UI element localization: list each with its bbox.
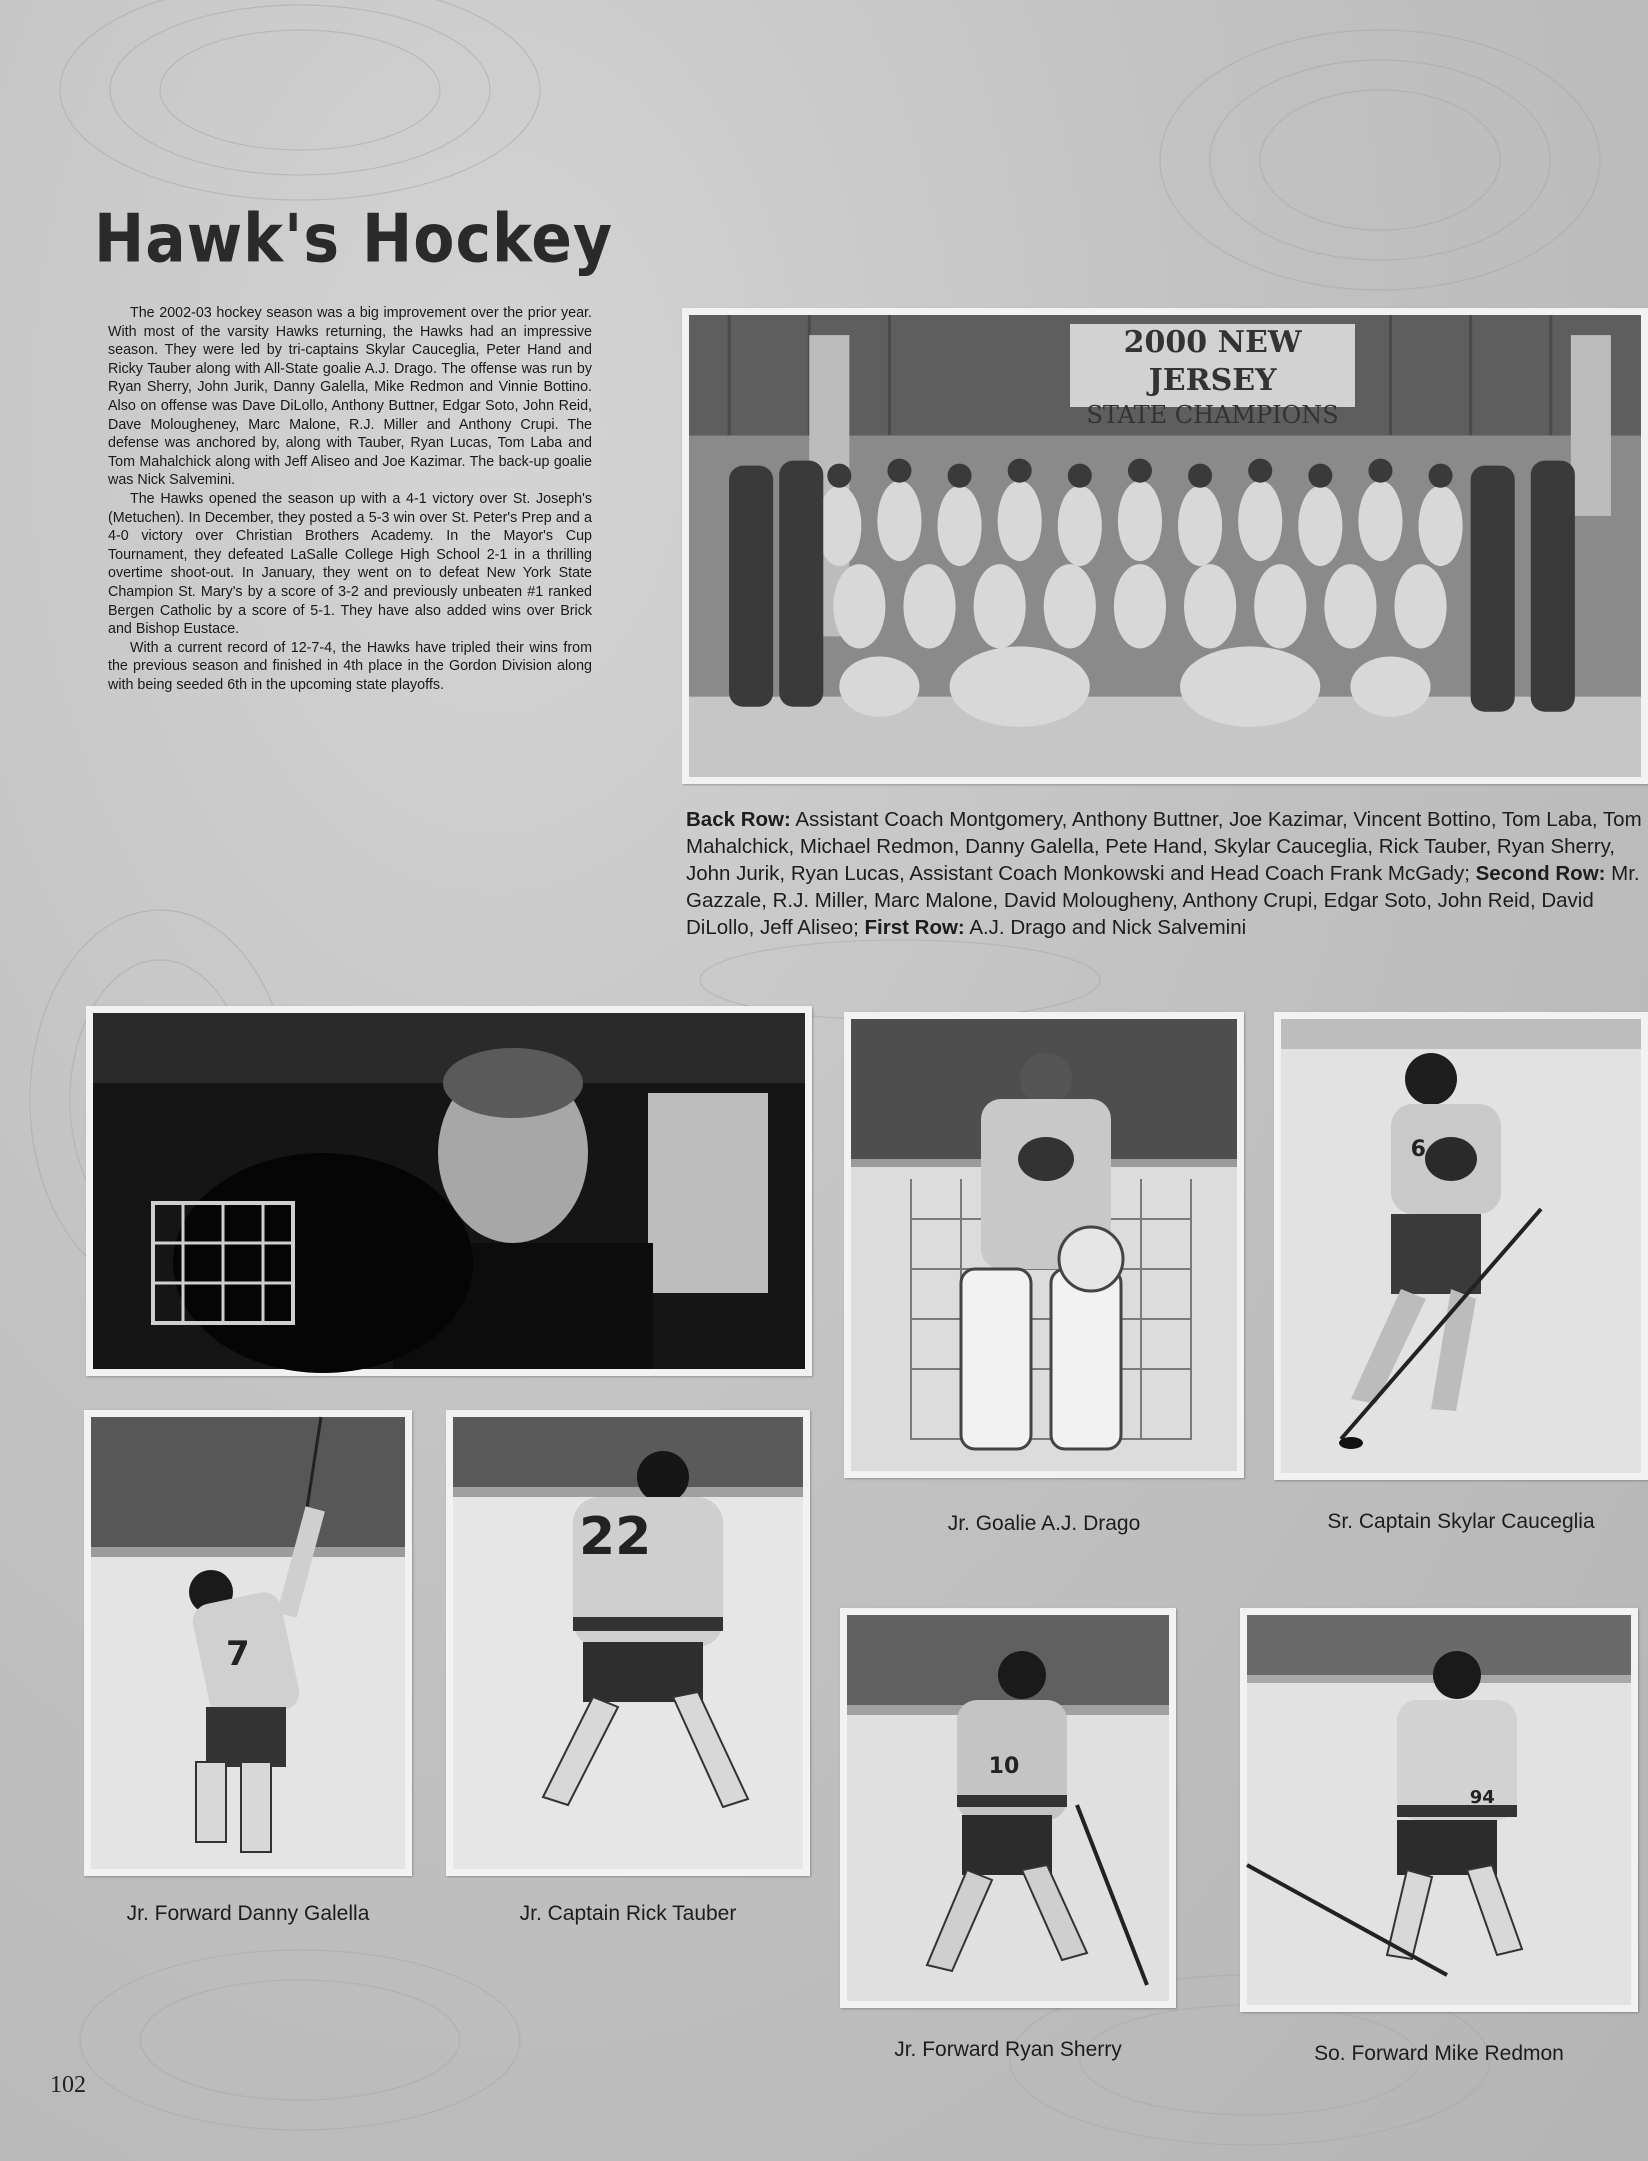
championship-banner (1070, 324, 1356, 430)
back-row-label: Back Row: (686, 808, 791, 831)
sherry-photo (840, 1608, 1176, 2008)
cauceglia-caption: Sr. Captain Skylar Cauceglia (1327, 1510, 1595, 1533)
goalie-caption: Jr. Goalie A.J. Drago (947, 1512, 1141, 1535)
article-paragraph: With a current record of 12-7-4, the Hawks have tripled their wins from the previous season and finished in 4th place in the Gordon Division along with being seeded 6th in the upcoming state playoffs. (108, 639, 592, 693)
coach-photo (86, 1006, 812, 1376)
redmon-caption: So. Forward Mike Redmon (1314, 2042, 1564, 2065)
banner-line-1: 2000 NEW JERSEY (1123, 325, 1302, 399)
second-row-names: Mr. Gazzale, R.J. Miller, Marc Malone, David Molougheny, Anthony Crupi, Edgar Soto, John Reid, David DiLollo, Jeff Aliseo; (686, 862, 1640, 939)
tauber-photo (446, 1410, 810, 1876)
cauceglia-photo (1274, 1012, 1648, 1480)
galella-caption: Jr. Forward Danny Galella (126, 1902, 370, 1925)
tauber-caption: Jr. Captain Rick Tauber (519, 1902, 737, 1925)
redmon-photo (1240, 1608, 1638, 2012)
banner-line-2: STATE CHAMPIONS (1086, 401, 1339, 430)
page-number: 102 (50, 2072, 86, 2098)
first-row-label: First Row: (864, 916, 965, 939)
article-body (108, 304, 592, 694)
page-title: Hawk's Hockey (94, 200, 614, 279)
jersey-number: 94 (1469, 1786, 1495, 1808)
goalie-photo (844, 1012, 1244, 1478)
second-row-label: Second Row: (1475, 862, 1606, 885)
jersey-number: 7 (226, 1633, 250, 1674)
jersey-number: 6 (1410, 1137, 1426, 1163)
jersey-number: 22 (579, 1507, 652, 1568)
jersey-number: 10 (988, 1753, 1020, 1779)
team-photo (682, 308, 1648, 784)
first-row-names: A.J. Drago and Nick Salvemini (964, 916, 1247, 939)
galella-photo (84, 1410, 412, 1876)
team-photo-caption (686, 806, 1648, 939)
sherry-caption: Jr. Forward Ryan Sherry (894, 2038, 1122, 2061)
back-row-names: Assistant Coach Montgomery, Anthony Buttner, Joe Kazimar, Vincent Bottino, Tom Laba, Tom Mahalchick, Michael Redmon, Danny Galella, Pete Hand, Skylar Cauceglia, Rick Tauber, Ryan Sherry, John Jurik, Ryan Lucas, Assistant Coach Monkowski and Head Coach Frank McGady; (686, 808, 1642, 885)
article-paragraph: The 2002-03 hockey season was a big improvement over the prior year. With most of the varsity Hawks returning, the Hawks had an impressive season. They were led by tri-captains Skylar Cauceglia, Peter Hand and Ricky Tauber along with All-State goalie A.J. Drago. The offense was run by Ryan Sherry, John Jurik, Danny Galella, Mike Redmon and Vinnie Bottino. Also on offense was Dave DiLollo, Anthony Buttner, Edgar Soto, John Reid, Dave Molougheney, Marc Malone, R.J. Miller and Anthony Crupi. The defense was anchored by, along with Tauber, Ryan Lucas, Tom Laba and Tom Mahalchick along with Jeff Aliseo and Joe Kazimar. The back-up goalie was Nick Salvemini. (108, 305, 592, 489)
article-paragraph: The Hawks opened the season up with a 4-1 victory over St. Joseph's (Metuchen). In December, they posted a 5-3 win over St. Peter's Prep and a 4-0 victory over Christian Brothers Academy. In the Mayor's Cup Tournament, they defeated LaSalle College High School 2-1 in a thrilling overtime shoot-out. In January, they went on to defeat New York State Champion St. Mary's by a score of 3-2 and previously unbeaten #1 ranked Bergen Catholic by a score of 5-1. They have also added wins over Brick and Bishop Eustace. (108, 490, 592, 638)
